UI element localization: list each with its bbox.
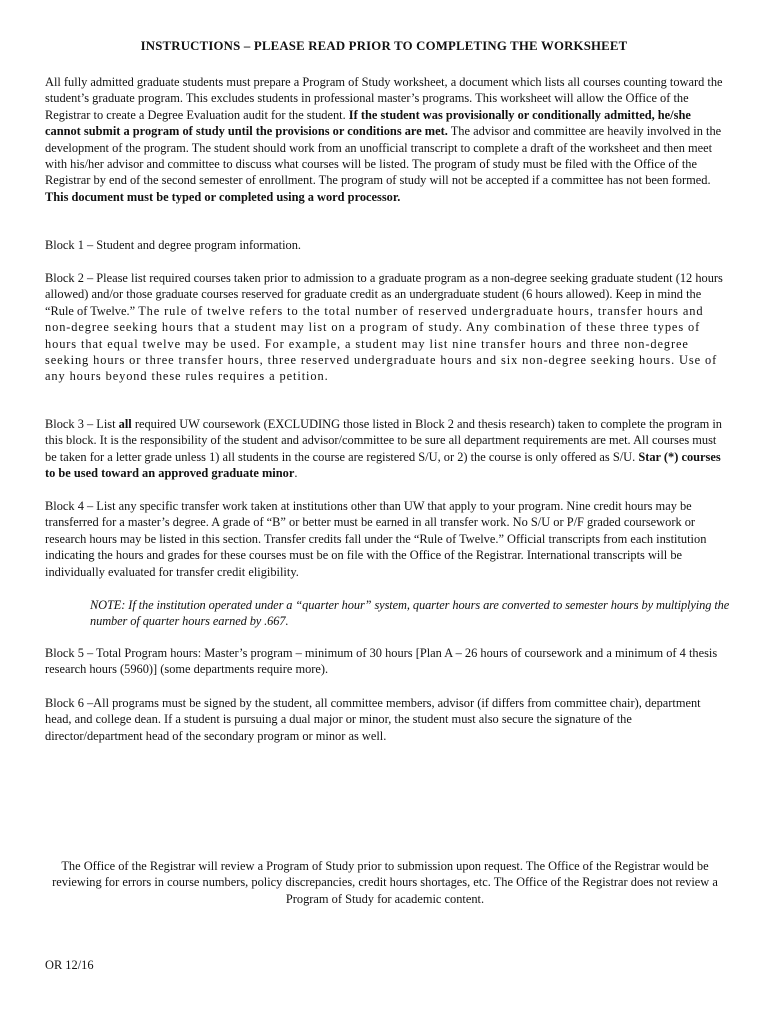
page-title: INSTRUCTIONS – PLEASE READ PRIOR TO COMPLETING THE WORKSHEET: [140, 39, 628, 53]
intro-bold-2: This document must be typed or completed using a word processor.: [45, 189, 401, 204]
intro-paragraph: [45, 74, 725, 205]
block3-text-d: .: [294, 466, 298, 481]
block3-bold-star: Star (*) courses to be used toward an approved graduate minor: [45, 449, 721, 481]
block3-text-b: required UW coursework (EXCLUDING those listed in Block 2 and thesis research) taken to complete the program in this block. It is the responsibility of the student and advisor/committee to be sure all department requirements are met. All courses must be taken for a letter grade unless 1) all students in the course are registered S/U, or 2) the course is only offered as S/U.: [45, 417, 722, 464]
block3-paragraph: [45, 416, 725, 482]
block6-paragraph: Block 6 –All programs must be signed by the student, all committee members, advisor (if differs from committee chair), department head, and college dean. If a student is pursuing a dual major or minor, the student must also secure the signature of the director/department head of the secondary program or minor as well.: [45, 696, 701, 743]
block2-text-2: The rule of twelve refers to the total number of reserved undergraduate hours, transfer hours and non-degree seeking hours that a student may list on a program of study. Any combination of these three types of hours that equal twelve may be used. For example, a student may list nine transfer hours and three non-degree seeking hours or three transfer hours, three reserved undergraduate hours and six non-degree seeking hours. Use of any hours beyond these rules requires a petition.: [45, 303, 718, 384]
intro-bold-1: If the student was provisionally or conditionally admitted, he/she cannot submit a program of study until the provisions or conditions are met.: [45, 107, 691, 139]
block2-paragraph: [45, 270, 725, 385]
block2-text-1: Block 2 – Please list required courses taken prior to admission to a graduate program as a non-degree seeking graduate student (12 hours allowed) and/or those graduate courses reserved for graduate credit as an undergraduate student (6 hours allowed). Keep in mind the “Rule of Twelve.”: [45, 271, 723, 318]
intro-text-2: The advisor and committee are heavily involved in the development of the program. The student should work from an unofficial transcript to complete a draft of the worksheet and then meet with his/her advisor and committee to discuss what courses will be listed. The program of study must be filed with the Office of the Registrar by end of the second semester of enrollment. The program of study will not be accepted if a committee has not been formed.: [45, 124, 722, 188]
registrar-review-note: The Office of the Registrar will review a Program of Study prior to submission upon request. The Office of the Registrar would be reviewing for errors in course numbers, policy discrepancies, credit hours shortages, etc. The Office of the Registrar does not review a Program of Study for academic content.: [52, 859, 718, 906]
intro-text-1: All fully admitted graduate students must prepare a Program of Study worksheet, a document which lists all courses counting toward the student’s graduate program. This excludes students in professional master’s programs. This worksheet will allow the Office of the Registrar to create a Degree Evaluation audit for the student.: [45, 75, 723, 122]
block3-bold-all: all: [118, 417, 132, 431]
form-code: OR 12/16: [45, 958, 94, 972]
block1-paragraph: Block 1 – Student and degree program information.: [45, 238, 302, 252]
note-paragraph: NOTE: If the institution operated under a “quarter hour” system, quarter hours are converted to semester hours by multiplying the number of quarter hours earned by .667.: [90, 598, 730, 629]
block4-paragraph: Block 4 – List any specific transfer work taken at institutions other than UW that apply to your program. Nine credit hours may be transferred for a master’s degree. A grade of “B” or better must be earned in all transfer work. No S/U or P/F graded coursework or research hours may be listed in this section. Transfer credits fall under the “Rule of Twelve.” Official transcripts from each institution indicating the hours and grades for these courses must be on file with the Office of the Registrar. International transcripts will be individually evaluated for transfer credit eligibility.: [45, 499, 707, 579]
block5-paragraph: Block 5 – Total Program hours: Master’s program – minimum of 30 hours [Plan A – 26 hours of coursework and a minimum of 4 thesis research hours (5960)] (some departments require more).: [45, 646, 718, 677]
block3-text-a: Block 3 – List: [45, 417, 119, 431]
